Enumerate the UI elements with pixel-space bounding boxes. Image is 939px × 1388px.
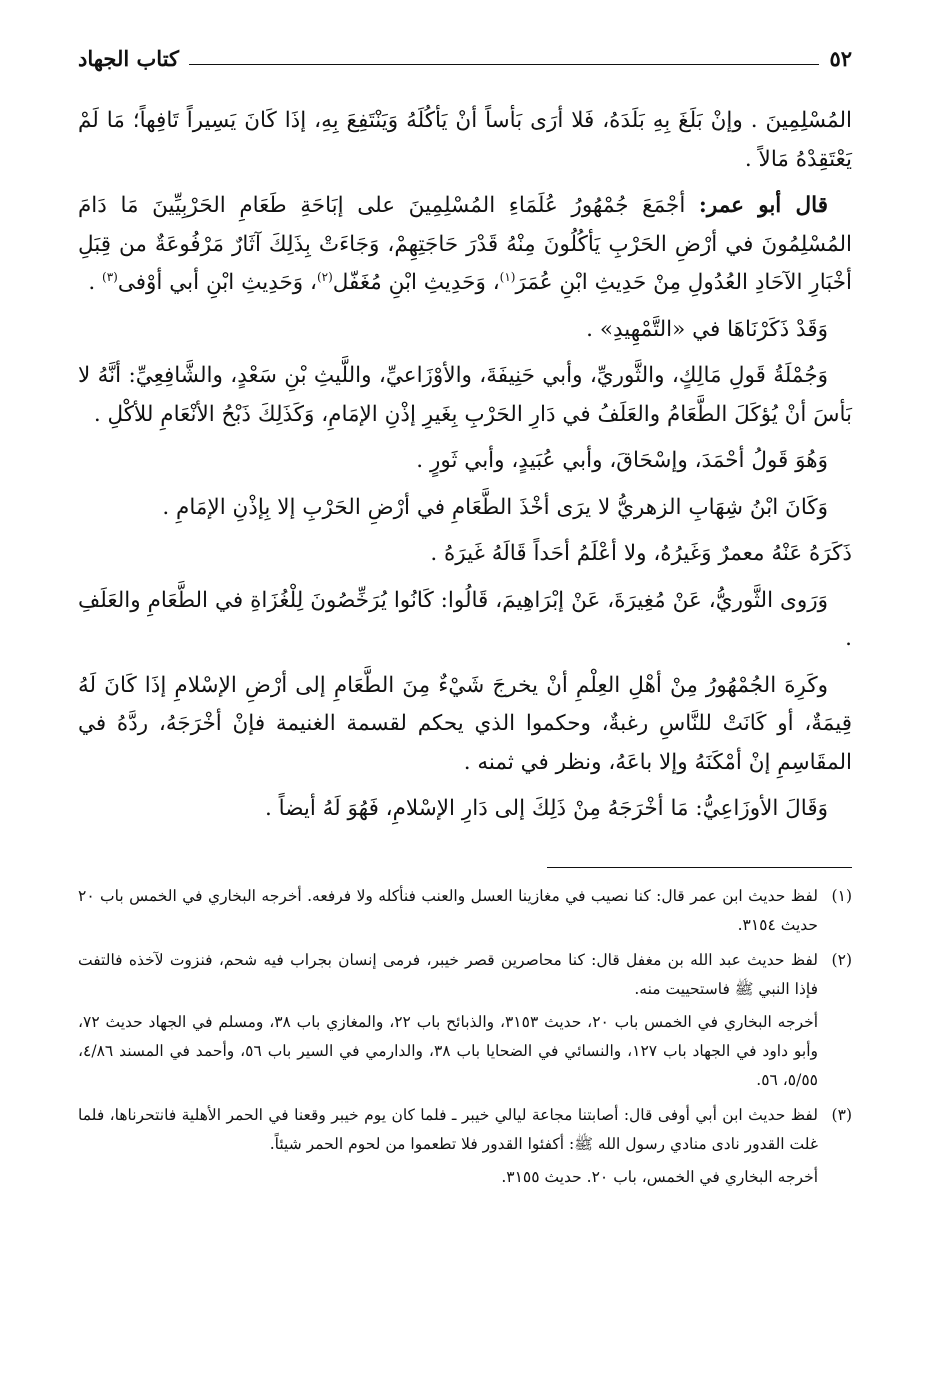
footnote-number: (١): [831, 886, 852, 905]
paragraph: وَقَدْ ذَكَرْنَاهَا في «التَّمْهِيدِ» .: [586, 316, 828, 342]
footnote-text: لفظ حديث ابن أبي أوفى قال: أصابتنا مجاعة ليالي خيبر ـ فلما كان يوم خيبر وقعنا في الحمر الأهلية فانتحرناها، فلما غلت القدور نادى منادي رسول الله ﷺ: أكفئوا القدور فلا تطعموا من لحوم الحمر شيئاً.: [78, 1105, 818, 1153]
footnote-item: [78, 882, 852, 944]
paragraph: وَكَانَ ابْنُ شِهَابِ الزهريُّ لا يرَى أخْذَ الطَّعَامِ في أرْضِ الحَرْبِ إلا بِإذْنِ الإمَامِ .: [162, 494, 828, 520]
book-title: كتاب الجهاد: [78, 45, 180, 71]
footnote-ref[interactable]: (١): [499, 269, 516, 284]
footnote-number: (٢): [831, 950, 852, 969]
paragraph: وكَرِهَ الجُمْهُورُ مِنْ أهْلِ العِلْمِ أنْ يخرجَ شَيْءٌ مِنَ الطَّعَامِ إلى أرْضِ الإسْلامِ إذَا كَانَ لَهُ قِيمَةٌ، أو كَانَتْ للنَّاسِ رغبةٌ، وحكموا الذي يحكم لقسمة الغنيمة فإنْ أخْرَجَهُ، ردَّهُ في المقَاسِمِ إنْ أمْكَنَهُ وإلا باعَهُ، ونظر في ثمنه .: [78, 672, 852, 775]
paragraph-text: .: [88, 270, 103, 295]
running-head: [78, 38, 852, 78]
footnote-body: [78, 946, 818, 1099]
footnotes: [78, 882, 852, 1196]
paragraph: ذَكَرَهُ عَنْهُ معمرٌ وَغَيرُهُ، ولا أعْلَمُ أحَداً قَالَهُ غَيرَهُ .: [430, 541, 852, 566]
main-text: [78, 102, 852, 829]
footnote-body: [78, 882, 818, 944]
footnote-ref[interactable]: (٢): [316, 269, 333, 284]
footnote-body: [78, 1101, 818, 1196]
page: [78, 38, 852, 1198]
header-rule: [189, 52, 819, 65]
paragraph: [78, 187, 852, 303]
footnote-separator: [547, 867, 852, 868]
footnote-text: لفظ حديث ابن عمر قال: كنا نصيب في مغازينا العسل والعنب فنأكله ولا فرفعه. أخرجه البخاري في الخمس باب ٢٠ حديث ٣١٥٤.: [78, 886, 818, 934]
footnote-number: (٣): [831, 1105, 852, 1124]
page-number: ٥٢: [829, 45, 852, 71]
speaker-label: قال أبو عمر:: [698, 193, 828, 218]
paragraph: وَقَالَ الأوزَاعِيُّ: مَا أخْرَجَهُ مِنْ ذَلِكَ إلى دَارِ الإسْلامِ، فَهُوَ لَهُ أيضاً .: [264, 796, 828, 821]
paragraph: وَجُمْلَةُ قَولِ مَالِكٍ، والثَّوريِّ، وأبي حَنِيفَةَ، والأوْزَاعيِّ، واللَّيثِ بْنِ سَعْدٍ، والشَّافِعِيِّ: أنَّهُ لا بَأسَ أنْ يُؤكَلَ الطَّعَامُ والعَلَفُ في دَارِ الحَرْبِ بِغَيرِ إذْنِ الإمَامِ، وَكَذَلِكَ ذَبْحُ الأنْعَامِ للأكْلِ .: [78, 363, 852, 427]
paragraph-text: ، وَحَدِيثِ ابْنِ مُغَفّل: [332, 270, 500, 295]
paragraph: وَهُوَ قَولُ أحْمَدَ، وإسْحَاقَ، وأبي عُبَيدٍ، وأبي ثَورٍ .: [416, 448, 828, 473]
footnote-item: [78, 1101, 852, 1196]
paragraph: المُسْلِمِينَ . وإنْ بَلَغَ بِهِ بَلَدَهُ، فَلا أرَى بَأساً أنْ يَأكُلَهُ وَيَنْتَفِعَ بِهِ، إذَا كَانَ يَسِيراً تَافِهاً؛ مَا لَمْ يَعْتَقِدْهُ مَالاً .: [78, 108, 852, 172]
paragraph-text: أجْمَعَ جُمْهُورُ عُلَمَاءِ المُسْلِمِينَ على إبَاحَةِ طَعَامِ الحَرْبِيِّينَ مَا دَامَ المُسْلِمُونَ في أرْضِ الحَرْبِ يَأكُلُونَ مِنْهُ قَدْرَ حَاجَتِهِمْ، وَجَاءَتْ بِذَلِكَ آثَارٌ مَرْفُوعَةٌ من قِبَلِ أخْبَارِ الآحَادِ العُدُولِ مِنْ حَدِيثِ ابْنِ عُمَرَ: [78, 193, 852, 295]
footnote-ref[interactable]: (٣): [102, 269, 118, 284]
paragraph-text: ، وَحَدِيثِ ابْنِ أبي أوْفى: [117, 270, 317, 295]
paragraph: وَرَوى الثَّوريُّ، عَنْ مُغِيرَةَ، عَنْ إبْرَاهِيمَ، قَالُوا: كَانُوا يُرَخِّصُونَ لِلْغُزَاةِ في الطَّعَامِ والعَلَفِ .: [78, 587, 852, 651]
footnote-text: أخرجه البخاري في الخمس، باب ٢٠. حديث ٣١٥٥.: [501, 1167, 818, 1186]
footnote-text: أخرجه البخاري في الخمس باب ٢٠، حديث ٣١٥٣، والذبائح باب ٢٢، والمغازي باب ٣٨، ومسلم في الجهاد حديث ٧٢، وأبو داود في الجهاد باب ١٢٧، والنسائي في الضحايا باب ٣٨، والدارمي في السير باب ٥٦، وأحمد في المسند ٤/٨٦، ٥/٥٥، ٥٦.: [78, 1012, 819, 1089]
footnote-text: لفظ حديث عبد الله بن مغفل قال: كنا محاصرين قصر خيبر، فرمى إنسان بجراب فيه شحم، فنزوت لآخذه فالتفت فإذا النبي ﷺ فاستحييت منه.: [78, 950, 818, 998]
footnote-item: [78, 946, 852, 1099]
